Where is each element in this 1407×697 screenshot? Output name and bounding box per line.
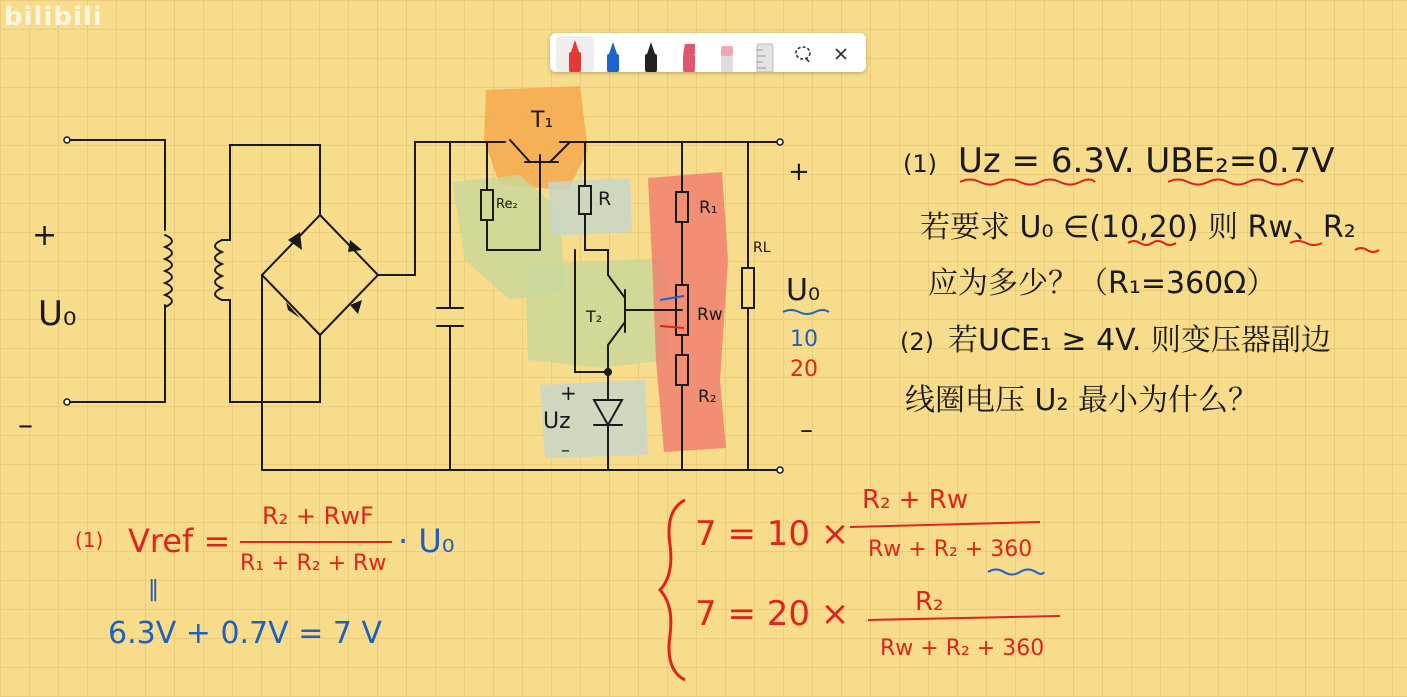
resistor-r2-label: R₂: [698, 387, 717, 407]
equation-brace: [660, 500, 685, 680]
lasso-button[interactable]: [784, 36, 822, 72]
eq2-fraction-bar: [868, 616, 1060, 620]
resistor-re2-label: Re₂: [496, 197, 518, 212]
junction-dot: [604, 368, 612, 376]
solution-number: (1): [75, 528, 104, 552]
vref-label: Vref =: [128, 522, 231, 560]
eq1-blue-underline: [988, 570, 1044, 575]
highlighter-icon: [679, 38, 699, 72]
red-marker-icon: [565, 38, 585, 72]
eq1-lhs: 7 = 10 ×: [695, 514, 850, 554]
eraser-icon: [717, 38, 737, 72]
resistor-rl-label: RL: [753, 240, 771, 256]
black-marker-tool[interactable]: [632, 36, 670, 72]
zener-plus-label: +: [560, 381, 577, 405]
zener-minus-label: –: [561, 440, 570, 461]
output-plus-label: +: [788, 157, 810, 187]
uo-underline: [783, 310, 829, 314]
q1-line1: Uz = 6.3V. UBE₂=0.7V: [958, 141, 1335, 181]
blue-marker-tool[interactable]: [594, 36, 632, 72]
close-icon: [833, 46, 849, 62]
bilibili-watermark: bilibili: [4, 2, 103, 32]
input-voltage-label: U₀: [38, 294, 77, 334]
zener-voltage-label: Uz: [543, 409, 571, 434]
pink-highlighter-tool[interactable]: [670, 36, 708, 72]
solution-left: [75, 502, 386, 576]
blue-marker-icon: [603, 38, 623, 72]
eq2-numerator: R₂: [915, 587, 944, 617]
red-marker-tool[interactable]: [556, 36, 594, 72]
eq1-denominator: Rw + R₂ + 360: [868, 537, 1033, 562]
input-minus-label: –: [18, 408, 33, 443]
output-minus-label: –: [800, 415, 813, 445]
q1-line3: 应为多少？（R₁=360Ω）: [928, 266, 1277, 301]
eq1-fraction-bar: [850, 522, 1040, 527]
q2-line2: 线圈电压 U₂ 最小为什么？: [905, 383, 1259, 418]
equals-mark: ‖: [148, 577, 159, 602]
vref-numerator: R₂ + RwF: [262, 502, 374, 530]
lasso-icon: [793, 44, 813, 64]
ruler-icon: [754, 38, 776, 72]
vref-denominator: R₁ + R₂ + Rw: [240, 551, 387, 576]
q1-number: (1): [903, 150, 937, 178]
resistor-r-label: R: [598, 188, 612, 210]
resistor-r1-label: R₁: [699, 198, 718, 218]
bridge-diodes: [286, 232, 362, 318]
eq2-lhs: 7 = 20 ×: [695, 594, 850, 634]
pen-toolbar: [550, 33, 866, 72]
output-range-high: 20: [790, 357, 818, 382]
output-voltage-label: U₀: [786, 273, 820, 308]
transistor-t2-label: T₂: [586, 307, 603, 326]
ruler-tool[interactable]: [746, 36, 784, 72]
t1-highlight: [484, 86, 588, 190]
resistor-rw-label: Rw: [697, 305, 723, 325]
output-range-low: 10: [790, 327, 818, 352]
transistor-t1-label: T₁: [531, 108, 554, 133]
eq2-denominator: Rw + R₂ + 360: [880, 636, 1045, 661]
q2-number: (2): [900, 328, 934, 356]
q1-line2: 若要求 U₀ ∈(10,20) 则 Rw、R₂: [920, 210, 1356, 245]
input-plus-label: +: [32, 218, 58, 253]
eq1-numerator: R₂ + Rw: [862, 485, 969, 515]
vref-times-u0: · U₀: [398, 522, 455, 560]
black-marker-icon: [641, 38, 661, 72]
zener-sum: 6.3V + 0.7V = 7 V: [108, 616, 383, 651]
q2-line1: 若UCE₁ ≥ 4V. 则变压器副边: [948, 323, 1331, 358]
close-button[interactable]: [822, 36, 860, 72]
eraser-tool[interactable]: [708, 36, 746, 72]
